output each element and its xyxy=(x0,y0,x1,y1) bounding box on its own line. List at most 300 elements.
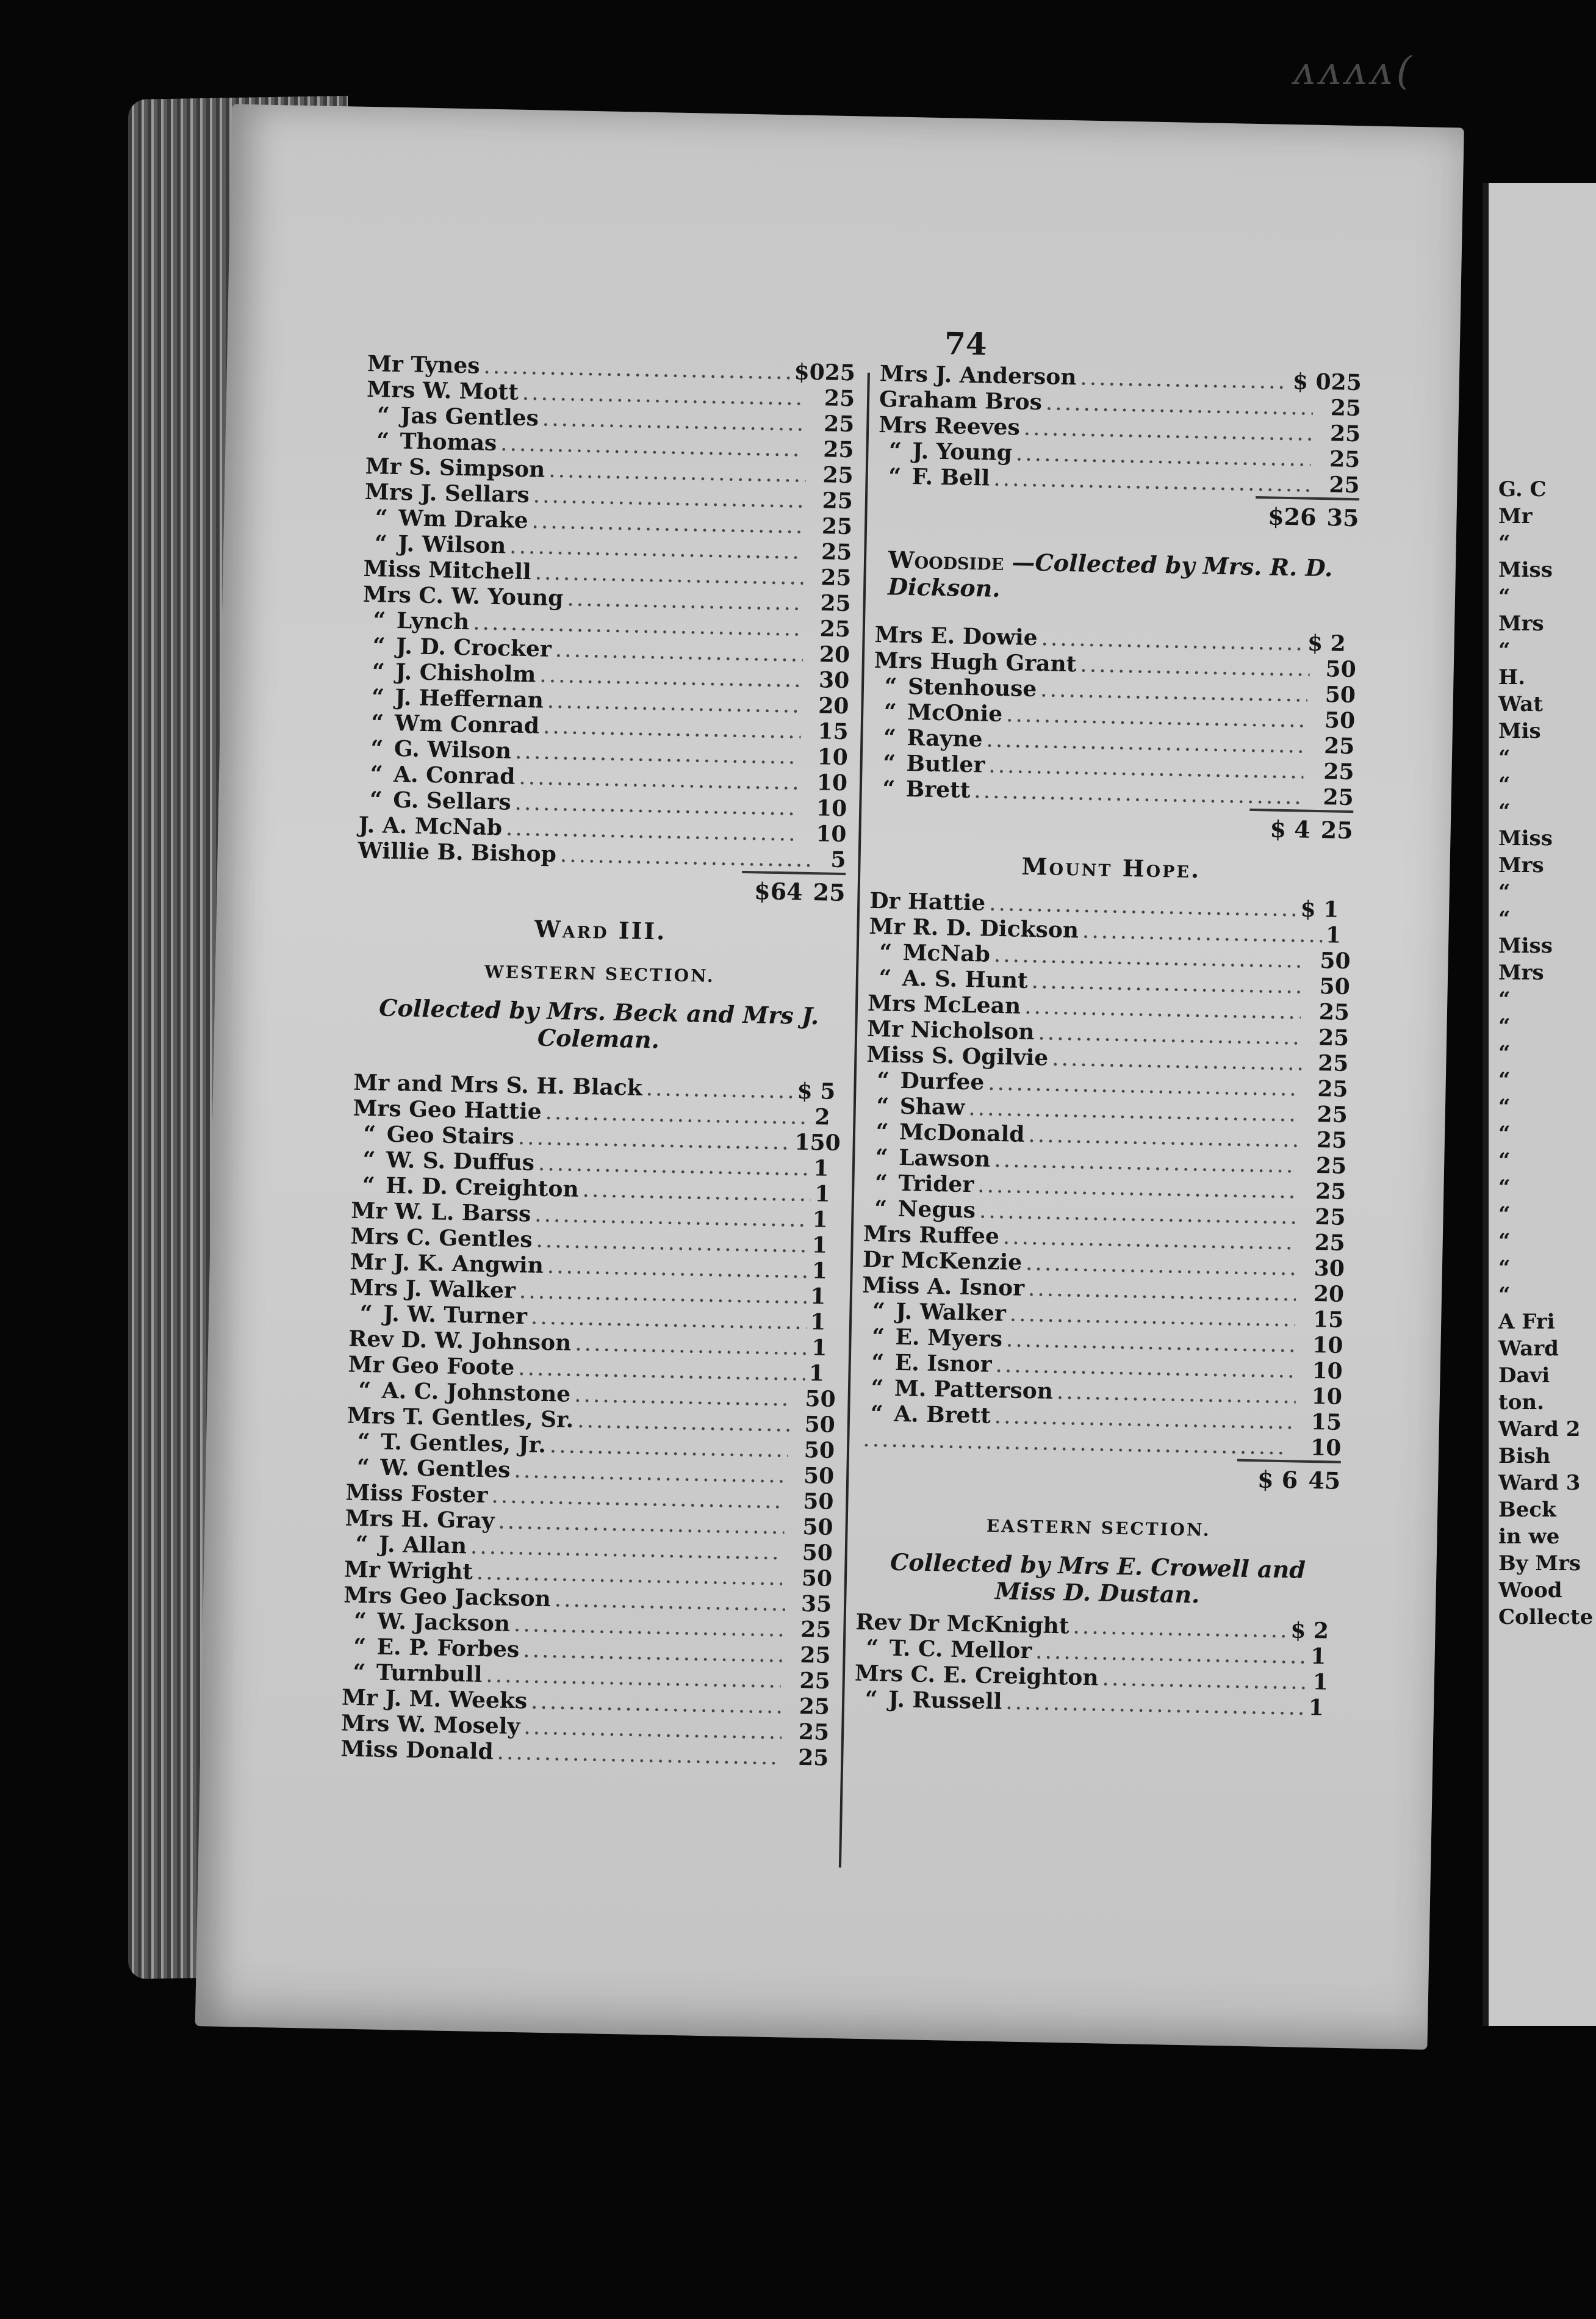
donor-surname: Graham Bros xyxy=(879,386,1043,416)
donor-name xyxy=(352,1147,535,1176)
ditto-mark: “ xyxy=(884,673,897,699)
amount-cents: 50 xyxy=(801,1565,833,1592)
ditto-mark: “ xyxy=(372,658,386,685)
leader-dots xyxy=(582,1177,811,1207)
next-page-fragment: “ xyxy=(1498,987,1511,1012)
donor-name xyxy=(342,1634,519,1663)
next-page-fragment: “ xyxy=(1498,1068,1511,1092)
ditto-mark: “ xyxy=(369,787,383,813)
donor-title: Mr and Mrs xyxy=(353,1069,506,1098)
donor-name xyxy=(362,582,563,611)
amount-cents: 10 xyxy=(816,795,847,822)
amount-cents: 25 xyxy=(1315,1153,1347,1179)
amount-cents: 30 xyxy=(1314,1255,1345,1282)
amount-dollars: $ 5 xyxy=(797,1078,836,1105)
amount-cents: 25 xyxy=(1314,1204,1346,1230)
donor-surname: C. E. Creighton xyxy=(910,1661,1099,1691)
ditto-mark: “ xyxy=(355,1531,368,1557)
section-heading-eastern: EASTERN SECTION. xyxy=(986,1515,1211,1540)
leader-dots xyxy=(1005,1689,1305,1720)
donor-name xyxy=(347,1429,547,1458)
donor-surname: Foster xyxy=(410,1480,488,1509)
amount-dollars: 1 xyxy=(808,1360,825,1387)
donor-name xyxy=(860,1401,991,1429)
donor-surname: E. Dowie xyxy=(930,622,1038,651)
donor-list-woodside xyxy=(871,622,1356,810)
donor-name xyxy=(871,776,970,803)
donor-surname: E. P. Forbes xyxy=(376,1634,520,1663)
donor-name xyxy=(866,1042,1049,1071)
amount-cents: 25 xyxy=(819,616,851,643)
ditto-mark: “ xyxy=(363,1121,376,1147)
ditto-mark: “ xyxy=(371,710,384,736)
leader-dots xyxy=(574,1382,791,1412)
leader-dots xyxy=(993,466,1309,498)
donor-surname: Nicholson xyxy=(910,1017,1035,1045)
donor-name xyxy=(365,453,545,483)
ditto-mark: “ xyxy=(888,463,902,489)
donor-list-eastern-section xyxy=(854,1609,1338,1721)
donor-title: Mrs xyxy=(353,1095,409,1122)
amount-cents: 25 xyxy=(1323,759,1354,785)
subtotal-cents: 25 xyxy=(813,878,846,907)
amount-dollars xyxy=(786,1559,802,1560)
donor-surname: E. Isnor xyxy=(894,1349,992,1377)
section-heading-western: WESTERN SECTION. xyxy=(484,961,715,987)
donor-name xyxy=(359,761,516,790)
amount-cents: 30 xyxy=(818,667,850,694)
next-page-fragment: Bish xyxy=(1498,1444,1551,1468)
next-page-edge xyxy=(1483,183,1596,2026)
donor-surname: R. D. Dickson xyxy=(912,914,1079,943)
donor-name xyxy=(868,965,1028,994)
donor-surname: E. Myers xyxy=(895,1324,1003,1352)
donor-surname: W. Mott xyxy=(422,377,519,405)
next-page-fragment: Ward xyxy=(1498,1336,1559,1361)
ditto-mark: “ xyxy=(376,402,390,428)
next-page-fragment: Mrs xyxy=(1498,853,1544,878)
donor-name xyxy=(343,1608,510,1637)
donor-name xyxy=(865,1119,1025,1147)
amount-cents: 50 xyxy=(802,1488,834,1515)
next-page-fragment: Mrs xyxy=(1498,611,1544,636)
amount-dollars xyxy=(1301,1096,1317,1097)
ditto-mark: “ xyxy=(882,750,896,776)
amount-dollars: 1 xyxy=(811,1232,828,1258)
donor-surname: Geo Jackson xyxy=(399,1583,552,1612)
donor-title: Rev xyxy=(348,1325,402,1353)
leader-dots xyxy=(1102,1665,1309,1695)
donor-surname: Wright xyxy=(387,1557,473,1585)
donor-title: Mr xyxy=(343,1556,388,1583)
donor-name xyxy=(874,647,1076,677)
donor-name xyxy=(362,607,470,635)
donor-surname: McDonald xyxy=(899,1119,1025,1147)
amount-dollars: 2 xyxy=(814,1104,830,1130)
next-page-fragment: Wood xyxy=(1498,1578,1562,1603)
next-page-fragment: Miss xyxy=(1498,934,1553,958)
donor-surname: Ruffee xyxy=(919,1222,1000,1250)
donor-surname: G. Wilson xyxy=(394,735,512,764)
donor-name xyxy=(358,838,556,867)
next-page-fragment: Collecte xyxy=(1498,1605,1594,1629)
ditto-mark: “ xyxy=(371,684,385,710)
donor-title: Miss xyxy=(866,1041,932,1069)
donor-name xyxy=(364,505,528,533)
ditto-mark: “ xyxy=(362,1147,376,1173)
donor-surname: Lynch xyxy=(396,607,470,635)
donor-surname: McNab xyxy=(902,939,991,967)
donor-surname: H. D. Creighton xyxy=(385,1172,580,1202)
donor-name xyxy=(351,1198,531,1227)
subtotal-cents: 45 xyxy=(1307,1466,1341,1495)
donor-surname: H. Gray xyxy=(400,1506,495,1534)
donor-surname: J. Russell xyxy=(888,1686,1002,1715)
leader-dots xyxy=(1080,365,1289,395)
next-page-fragment: Beck xyxy=(1498,1498,1556,1522)
leader-dots xyxy=(577,1408,790,1438)
donor-title: Mrs xyxy=(879,361,936,388)
donor-name xyxy=(360,710,539,739)
amount-cents: 10 xyxy=(1310,1434,1342,1461)
amount-cents: 50 xyxy=(1320,948,1351,975)
amount-dollars: $0 xyxy=(794,359,825,386)
amount-cents: 50 xyxy=(1325,656,1357,683)
donor-surname: W. Jackson xyxy=(377,1608,511,1637)
amount-cents: 50 xyxy=(1325,682,1356,709)
donor-name xyxy=(861,1298,1006,1327)
leader-dots xyxy=(645,1076,794,1105)
donor-name xyxy=(353,1095,542,1125)
next-page-fragment: “ xyxy=(1498,1095,1511,1119)
donor-surname: J. A. McNab xyxy=(358,812,503,841)
ditto-mark: “ xyxy=(362,1172,375,1199)
donor-name xyxy=(346,1454,511,1483)
leader-dots xyxy=(1056,1379,1295,1410)
next-page-fragment: “ xyxy=(1498,638,1511,663)
donor-name xyxy=(866,1067,984,1095)
woodside-collector: —Collected by Mrs. R. D. Dickson. xyxy=(887,548,1333,602)
donor-surname: Tynes xyxy=(411,352,480,379)
donor-name xyxy=(855,1609,1069,1639)
amount-cents: 25 xyxy=(797,1744,829,1771)
donor-name xyxy=(864,1144,991,1172)
ward-heading: Ward III. xyxy=(534,915,667,945)
amount-dollars: 1 xyxy=(1310,1643,1326,1670)
donor-title: Mrs xyxy=(874,621,931,649)
next-page-fragment: “ xyxy=(1498,585,1511,609)
donor-name xyxy=(350,1275,516,1304)
amount-cents: 10 xyxy=(1312,1357,1343,1384)
donor-name xyxy=(345,1480,488,1508)
donor-name xyxy=(364,530,506,558)
next-page-fragment: “ xyxy=(1498,773,1511,797)
donor-surname: Hattie xyxy=(907,889,986,916)
amount-dollars: 1 xyxy=(810,1309,826,1335)
donor-surname: Reeves xyxy=(934,413,1021,441)
amount-cents: 25 xyxy=(1331,369,1362,396)
next-page-fragment: “ xyxy=(1498,1175,1511,1200)
amount-cents: 35 xyxy=(800,1590,832,1617)
donor-title: Mr xyxy=(367,350,411,378)
amount-cents: 20 xyxy=(819,641,850,668)
donor-surname: Rayne xyxy=(907,725,983,752)
donor-name xyxy=(874,622,1038,651)
donor-surname: Willie B. Bishop xyxy=(358,837,557,868)
leader-dots xyxy=(531,1304,807,1335)
ditto-mark: “ xyxy=(874,1196,888,1222)
amount-cents: 20 xyxy=(1313,1281,1345,1307)
donor-name xyxy=(863,1221,999,1249)
subtotal-woodside xyxy=(1249,809,1353,848)
ditto-mark: “ xyxy=(866,1635,879,1661)
leader-dots xyxy=(497,1739,780,1770)
donor-title: Mrs xyxy=(340,1710,398,1737)
next-page-fragment: G. C xyxy=(1498,477,1547,502)
ditto-mark: “ xyxy=(359,1300,373,1327)
donor-name xyxy=(348,1352,514,1380)
subtotal-mount-hope xyxy=(1237,1459,1341,1499)
donor-title: Mrs xyxy=(874,647,930,674)
ditto-mark: “ xyxy=(875,1144,889,1170)
donor-surname: Geo Stairs xyxy=(386,1121,515,1150)
ditto-mark: “ xyxy=(370,761,383,787)
ditto-mark: “ xyxy=(879,965,892,991)
amount-dollars: 1 xyxy=(1308,1694,1325,1721)
amount-cents: 50 xyxy=(802,1539,833,1566)
donor-title: Mrs xyxy=(878,412,935,439)
amount-cents: 10 xyxy=(816,770,848,796)
ditto-mark: “ xyxy=(353,1607,367,1634)
donor-surname: J. Walker xyxy=(405,1275,516,1304)
donor-title: Dr xyxy=(862,1246,902,1274)
next-page-fragment: “ xyxy=(1498,1149,1511,1173)
donor-title: Miss xyxy=(861,1272,928,1299)
next-page-fragment: “ xyxy=(1498,907,1511,931)
subtotal-ward-continued xyxy=(741,871,846,911)
donor-surname: Hugh Grant xyxy=(930,648,1077,677)
next-page-fragment: Mrs xyxy=(1498,961,1544,985)
amount-cents: 15 xyxy=(818,718,849,745)
left-column xyxy=(340,351,855,1771)
subtotal-dollars: $ 6 xyxy=(1257,1465,1298,1494)
donor-name xyxy=(349,1300,528,1330)
amount-cents: 25 xyxy=(822,436,854,463)
ditto-mark: “ xyxy=(871,1349,885,1376)
next-page-fragment: “ xyxy=(1498,799,1511,824)
donor-name xyxy=(343,1582,551,1612)
amount-cents: 10 xyxy=(817,744,849,771)
donor-surname: McKenzie xyxy=(900,1247,1023,1275)
ditto-mark: “ xyxy=(875,1119,889,1145)
next-page-fragment: “ xyxy=(1498,1041,1511,1066)
amount-cents: 10 xyxy=(1312,1332,1343,1358)
amount-cents: 15 xyxy=(1312,1306,1344,1333)
next-page-fragment: “ xyxy=(1498,1122,1511,1146)
amount-cents: 25 xyxy=(800,1616,832,1643)
donor-surname: D. W. Johnson xyxy=(401,1327,572,1356)
amount-cents: 25 xyxy=(1330,395,1362,422)
collector-note-eastern: Collected by Mrs E. Crowell and Miss D. Dustan. xyxy=(890,1548,1306,1609)
amount-cents: 25 xyxy=(799,1693,830,1720)
donor-surname: C. W. Young xyxy=(419,582,564,611)
amount-cents: 50 xyxy=(805,1386,836,1412)
ditto-mark: “ xyxy=(871,1375,884,1401)
amount-cents: 25 xyxy=(1316,1127,1348,1154)
ditto-mark: “ xyxy=(871,1324,885,1350)
next-page-fragment: “ xyxy=(1498,746,1511,770)
amount-dollars: 1 xyxy=(813,1155,829,1181)
donor-title: Miss xyxy=(345,1479,411,1507)
leader-dots xyxy=(575,1331,808,1361)
amount-dollars: 1 xyxy=(811,1258,828,1284)
amount-cents: 50 xyxy=(1324,707,1356,734)
donor-surname: F. Bell xyxy=(911,464,990,491)
donor-title: Mrs xyxy=(867,990,924,1017)
amount-dollars: 1 xyxy=(794,1129,810,1156)
donor-name xyxy=(854,1686,1002,1715)
amount-cents: 10 xyxy=(815,821,847,848)
book-page xyxy=(195,104,1464,2050)
ditto-mark: “ xyxy=(876,1067,890,1094)
subtotal-dollars: $64 xyxy=(753,877,803,906)
leader-dots xyxy=(1082,918,1323,949)
amount-cents: 25 xyxy=(798,1719,830,1745)
amount-dollars: $ 0 xyxy=(1292,369,1332,395)
ditto-mark: “ xyxy=(876,1093,890,1119)
donor-title: Miss xyxy=(340,1736,406,1763)
amount-cents: 25 xyxy=(1329,446,1361,473)
amount-cents: 50 xyxy=(810,1130,841,1156)
donor-title: Mr xyxy=(348,1351,392,1379)
donor-list-ward-continued xyxy=(358,351,855,873)
subtotal-cents: 25 xyxy=(1320,816,1354,845)
donor-surname: Turnbull xyxy=(376,1659,483,1687)
next-page-fragment: Miss xyxy=(1498,558,1553,582)
donor-surname: J. D. Crocker xyxy=(395,633,552,662)
donor-name xyxy=(869,888,986,916)
donor-name xyxy=(352,1121,514,1150)
leader-dots xyxy=(974,778,1303,810)
donor-surname: T. Gentles, Sr. xyxy=(403,1404,574,1433)
donor-surname: W. Mosely xyxy=(397,1711,520,1740)
next-page-fragment: “ xyxy=(1498,1256,1511,1280)
mount-hope-heading: Mount Hope. xyxy=(1021,852,1201,884)
donor-name xyxy=(363,556,531,585)
page-number: 74 xyxy=(944,325,988,362)
amount-cents: 50 xyxy=(1319,973,1351,1000)
donor-title: Rev xyxy=(855,1609,909,1636)
donor-title: Mrs xyxy=(854,1660,911,1687)
donor-name xyxy=(359,787,511,815)
donor-surname: G. Sellars xyxy=(392,787,512,815)
donor-title: Miss xyxy=(363,555,429,583)
amount-dollars: $ 2 xyxy=(1307,630,1346,657)
donor-name xyxy=(880,361,1077,390)
ditto-mark: “ xyxy=(373,607,386,633)
next-page-fragment: “ xyxy=(1498,1229,1511,1253)
donor-title: Mrs xyxy=(345,1505,401,1532)
donor-surname: Lawson xyxy=(898,1144,991,1172)
leader-dots xyxy=(554,1587,786,1617)
amount-cents: 25 xyxy=(822,488,854,514)
donor-name xyxy=(348,1326,572,1356)
donor-surname: Brett xyxy=(905,776,971,804)
donor-title: Mrs xyxy=(366,376,423,403)
donor-name xyxy=(367,377,519,405)
donor-surname: Donald xyxy=(405,1737,494,1765)
amount-cents: 50 xyxy=(804,1412,836,1438)
subtotal-cents: 35 xyxy=(1326,503,1359,532)
amount-cents: 25 xyxy=(800,1642,831,1668)
donor-surname: S. H. Black xyxy=(506,1072,643,1101)
next-page-fragment: “ xyxy=(1498,1283,1511,1307)
donor-name xyxy=(342,1685,528,1714)
donor-name xyxy=(360,735,512,764)
leader-dots xyxy=(549,1433,788,1463)
donor-name xyxy=(863,1196,976,1224)
amount-cents: 25 xyxy=(824,359,856,386)
donor-name xyxy=(872,750,985,778)
donor-name xyxy=(347,1377,570,1407)
donor-title: Mr xyxy=(341,1684,386,1711)
leader-dots xyxy=(559,842,814,873)
donor-surname: S. Ogilvie xyxy=(931,1042,1049,1071)
donor-surname: Thomas xyxy=(400,428,497,456)
donor-name xyxy=(350,1224,533,1253)
donor-name xyxy=(869,914,1079,943)
donor-surname: Geo Hattie xyxy=(408,1096,542,1125)
donor-name xyxy=(873,699,1003,727)
donor-surname: M. Patterson xyxy=(894,1375,1054,1404)
donor-title: Mrs xyxy=(362,581,419,608)
donor-name xyxy=(865,1093,965,1120)
donor-name xyxy=(341,1711,520,1740)
amount-cents: 25 xyxy=(821,539,852,566)
donor-name xyxy=(358,812,502,841)
donor-surname: A. Isnor xyxy=(927,1273,1025,1301)
donor-name xyxy=(861,1324,1002,1352)
donor-title: Mr xyxy=(365,453,409,480)
donor-name xyxy=(860,1375,1054,1404)
donor-surname: Jas Gentles xyxy=(400,403,539,431)
donor-name xyxy=(345,1506,494,1534)
amount-cents: 25 xyxy=(1317,1050,1349,1077)
donor-surname: Durfee xyxy=(900,1067,985,1095)
donor-surname: J. Chisholm xyxy=(395,658,536,688)
next-page-fragment: ton. xyxy=(1498,1390,1544,1415)
donor-surname: T. Gentles, Jr. xyxy=(380,1429,547,1458)
donor-surname: J. K. Angwin xyxy=(393,1250,544,1279)
donor-name xyxy=(340,1736,494,1765)
ditto-mark: “ xyxy=(882,776,896,802)
next-page-fragment: Mis xyxy=(1498,719,1541,743)
next-page-fragment: “ xyxy=(1498,1014,1511,1039)
amount-cents: 25 xyxy=(799,1667,831,1694)
donor-surname: Geo Foote xyxy=(391,1352,515,1380)
amount-dollars: 1 xyxy=(1325,922,1342,948)
next-page-fragment: Ward 3 xyxy=(1498,1471,1581,1495)
amount-cents: 50 xyxy=(803,1463,835,1489)
amount-dollars xyxy=(803,636,820,637)
donor-title: Mrs xyxy=(863,1221,919,1248)
donor-name xyxy=(879,412,1020,440)
donor-name xyxy=(863,1247,1023,1275)
ditto-mark: “ xyxy=(357,1428,370,1455)
donor-name xyxy=(868,990,1021,1019)
next-page-fragment: “ xyxy=(1498,531,1511,555)
donor-surname: Butler xyxy=(906,751,985,778)
